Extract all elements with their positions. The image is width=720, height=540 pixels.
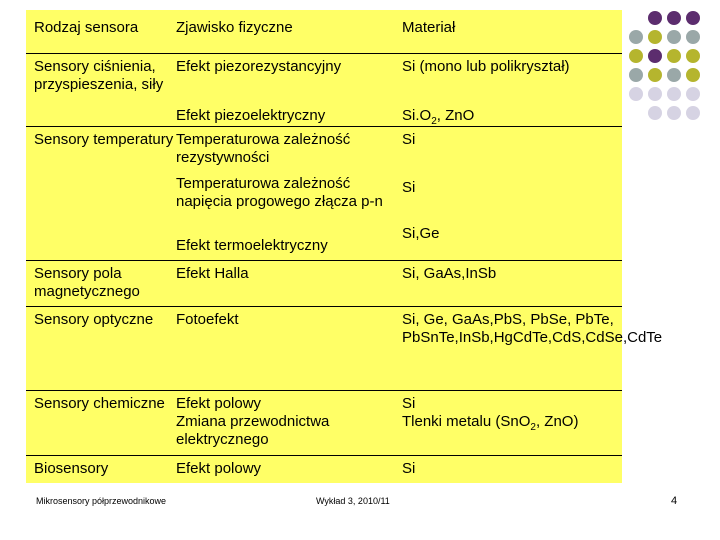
decorative-dot bbox=[667, 106, 681, 120]
decorative-dot bbox=[667, 11, 681, 25]
decorative-dot bbox=[648, 87, 662, 101]
material-cell: Si bbox=[402, 131, 416, 148]
effect-cell: Efekt Halla bbox=[176, 265, 249, 282]
footer-course-name: Mikrosensory półprzewodnikowe bbox=[36, 496, 167, 506]
table-row bbox=[26, 306, 663, 391]
sensor-type-cell: Sensory temperatury bbox=[34, 131, 174, 148]
decorative-dot bbox=[686, 30, 700, 44]
decorative-dot bbox=[667, 49, 681, 63]
header-material: Materiał bbox=[402, 19, 456, 36]
effect-cell: Efekt termoelektryczny bbox=[176, 237, 328, 254]
effect-cell: Temperaturowa zależność rezystywności bbox=[176, 131, 351, 166]
sensor-table bbox=[26, 10, 663, 483]
sensor-type-cell: Sensory ciśnienia, przyspieszenia, siły bbox=[34, 58, 164, 93]
decorative-dot bbox=[686, 49, 700, 63]
table-row bbox=[26, 53, 622, 127]
material-cell: Si bbox=[402, 179, 416, 196]
sensor-type-cell: Biosensory bbox=[34, 460, 109, 477]
material-cell: Si,Ge bbox=[402, 225, 440, 242]
decorative-dot bbox=[629, 49, 643, 63]
decorative-dot bbox=[648, 106, 662, 120]
sensor-type-cell: Sensory chemiczne bbox=[34, 395, 165, 412]
decorative-dot bbox=[629, 68, 643, 82]
decorative-dot bbox=[686, 106, 700, 120]
material-cell: $Si.O_2$, ZnO bbox=[402, 107, 475, 127]
page-number: 4 bbox=[671, 495, 678, 507]
table-row bbox=[26, 390, 622, 456]
material-cell: Si Tlenki metalu (SnO$_2$, ZnO) bbox=[402, 395, 579, 433]
material-cell: Si, Ge, GaAs,PbS, PbSe, PbTe, PbSnTe,InSb,HgCdTe,CdS,CdSe,CdTe bbox=[402, 311, 663, 346]
footer-lecture-info: Wykład 3, 2010/11 bbox=[316, 496, 390, 506]
decorative-dot bbox=[667, 68, 681, 82]
effect-cell: Fotoefekt bbox=[176, 311, 239, 328]
header-physical-phenomenon: Zjawisko fizyczne bbox=[176, 19, 293, 36]
sensor-type-cell: Sensory optyczne bbox=[34, 311, 154, 328]
table-row bbox=[26, 126, 622, 261]
decorative-dot bbox=[629, 30, 643, 44]
decorative-dot bbox=[648, 30, 662, 44]
table-header-row bbox=[26, 10, 622, 53]
decorative-dot bbox=[667, 30, 681, 44]
decorative-dot bbox=[648, 11, 662, 25]
decorative-dot bbox=[686, 68, 700, 82]
decorative-dot bbox=[629, 87, 643, 101]
decorative-dot bbox=[648, 68, 662, 82]
effect-cell: Efekt polowy bbox=[176, 460, 262, 477]
material-cell: Si (mono lub polikryształ) bbox=[402, 58, 570, 75]
table-row bbox=[26, 260, 622, 307]
decorative-dot bbox=[648, 49, 662, 63]
material-cell: Si, GaAs,InSb bbox=[402, 265, 497, 282]
effect-cell: Temperaturowa zależność napięcia progowego złącza p-n bbox=[176, 175, 383, 210]
table-row bbox=[26, 455, 622, 484]
effect-cell: Efekt piezorezystancyjny bbox=[176, 58, 342, 75]
material-cell: Si bbox=[402, 460, 416, 477]
header-sensor-type: Rodzaj sensora bbox=[34, 19, 139, 36]
effect-cell: Efekt polowy Zmiana przewodnictwa elektrycznego bbox=[176, 395, 330, 448]
decorative-dot bbox=[667, 87, 681, 101]
decorative-dot bbox=[686, 87, 700, 101]
decorative-dot bbox=[686, 11, 700, 25]
effect-cell: Efekt piezoelektryczny bbox=[176, 107, 326, 124]
sensor-type-cell: Sensory pola magnetycznego bbox=[34, 265, 140, 300]
